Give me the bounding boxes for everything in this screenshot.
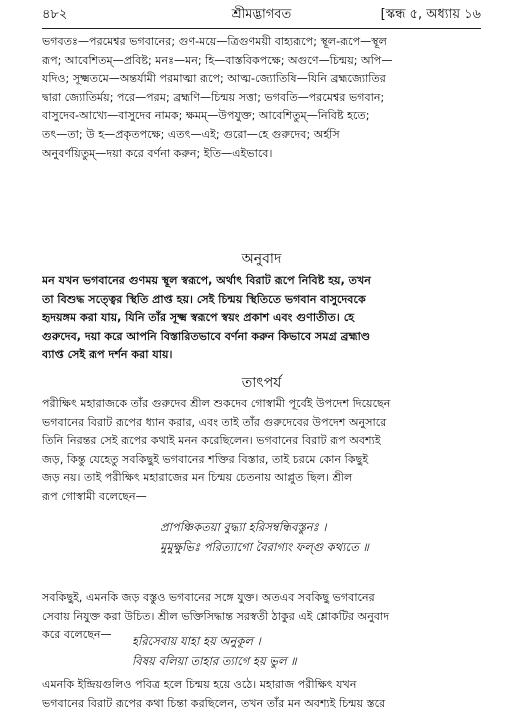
purport-line: রূপ গোস্বামী বলেছেন—	[42, 489, 147, 503]
synonyms-line: তৎ—তা; উ হ—প্রকৃতপক্ষে; এতৎ—এই; গুরো—হে গুরুদেব; অর্হসি	[42, 127, 340, 141]
running-header	[42, 4, 481, 26]
sanskrit-verse	[160, 517, 481, 557]
header-rule	[42, 28, 481, 29]
synonyms-line: দ্বারা জ্যোতির্ময়; পরে—পরম; ব্রহ্মণি—চিন্ময় সত্তা; ভগবতি—পরমেশ্বর ভগবান;	[42, 90, 385, 104]
translation-line: তা বিশুদ্ধ সত্ত্বের স্থিতি প্রাপ্ত হয়। সেই চিন্ময় স্থিতিতে ভগবান বাসুদেবকে	[42, 292, 366, 306]
purport-line: করে বলেছেন—	[42, 628, 112, 642]
purport-paragraph	[42, 676, 481, 713]
synonyms-section	[42, 33, 481, 163]
synonyms-line: রূপ; আবেশিতম্—প্রবিষ্ট; মনঃ—মন; হি—বাস্তবিকপক্ষে; অগুণে—চিন্ময়; অপি—	[42, 53, 393, 67]
translation-line: ব্যাপ্ত সেই রূপ দর্শন করা যায়।	[42, 348, 173, 362]
purport-line: জড় নয়। তাই পরীক্ষিৎ মহারাজের মন চিন্ময় চেতনায় আপ্লুত ছিল। শ্রীল	[42, 471, 353, 485]
translation-heading: অনুবাদ	[241, 251, 282, 267]
purport-line: সেবায় নিযুক্ত করা উচিত। শ্রীল ভক্তিসিদ্ধান্ত সরস্বতী ঠাকুর এই শ্লোকটির অনুবাদ	[42, 609, 390, 623]
purport-line: জড়, কিন্তু যেহেতু সবকিছুই ভগবানের শক্তির বিস্তার, তাই চরমে কোন কিছুই	[42, 452, 369, 466]
translation-line: গুরুদেব, দয়া করে আপনি বিস্তারিতভাবে বর্ণনা করুন কিভাবে সমগ্র ব্রহ্মাণ্ড	[42, 329, 371, 343]
purport-line: ভগবানের বিরাট রূপের ধ্যান করার, এবং তাই তাঁর গুরুদেবের উপদেশ অনুসারে	[42, 415, 387, 429]
verse-line: প্রাপঞ্চিকতয়া বুদ্ধ্যা হরিসম্বন্ধিবস্তুনঃ ।	[160, 520, 327, 534]
purport-line: ভগবানের বিরাট রূপের কথা চিন্তা করছিলেন, তখন তাঁর মন অবশ্যই চিন্ময় স্তরে	[42, 696, 386, 710]
translation-line: হৃদয়ঙ্গম করা যায়, যিনি তাঁর সূক্ষ্ম স্বরূপে স্বয়ং প্রকাশ এবং গুণাতীত। হে	[42, 311, 355, 325]
page-number: ৪৮২	[42, 7, 68, 22]
synonyms-line: যদিও; সূক্ষ্মতমে—অন্তর্যামী পরমাত্মা রূপে; আত্ম-জ্যোতিষি—যিনি ব্রহ্মজ্যোতির	[42, 72, 386, 86]
synonyms-line: ভগবতঃ—পরমেশ্বর ভগবানের; গুণ-ময়ে—ত্রিগুণময়ী বাহ্যরূপে; স্থূল-রূপে—স্থূল	[42, 35, 387, 48]
translation-line: মন যখন ভগবানের গুণময় স্থূল স্বরূপে, অর্থাৎ বিরাট রূপে নিবিষ্ট হয়, তখন	[42, 274, 371, 287]
purport-heading: তাৎপর্য	[241, 375, 282, 391]
verse-line: হরিসেবায় যাহা হয় অনুকূল ।	[132, 634, 261, 648]
purport-line: তিনি নিরন্তর সেই রূপের কথাই মনন করেছিলেন। ভগবানের বিরাট রূপ অবশ্যই	[42, 434, 381, 448]
translation-section	[42, 272, 481, 365]
purport-line: পরীক্ষিৎ মহারাজকে তাঁর গুরুদেব শ্রীল শুকদেব গোস্বামী পূর্বেই উপদেশ দিয়েছেন	[42, 397, 391, 410]
purport-line: এমনকি ইন্দ্রিয়গুলিও পবিত্র হলে চিন্ময় হয়ে ওঠে। মহারাজ পরীক্ষিৎ যখন	[42, 678, 357, 691]
purport-paragraph	[42, 395, 481, 507]
verse-line: বিষয় বলিয়া তাহার ত্যাগে হয় ভুল ॥	[132, 654, 297, 668]
synonyms-line: অনুবর্ণয়িতুম্—দয়া করে বর্ণনা করুন; ইতি—এইভাবে।	[42, 146, 273, 160]
book-title: শ্রীমদ্ভাগবত	[231, 7, 292, 22]
purport-line: সবকিছুই, এমনকি জড় বস্তুও ভগবানের সঙ্গে যুক্ত। অতএব সবকিছু ভগবানের	[42, 591, 375, 604]
verse-line: মুমুক্ষুভিঃ পরিত্যাগো বৈরাগ্যং ফল্গু কথ্যতে ॥	[160, 540, 369, 554]
chapter-reference: [স্কন্ধ ৫, অধ্যায় ১৬	[380, 7, 481, 22]
bengali-verse	[132, 631, 481, 671]
synonyms-line: বাসুদেব-আখ্যে—বাসুদেব নামক; ক্ষমম্—উপযুক্ত; আবেশিতুম্—নিবিষ্ট হতে;	[42, 109, 370, 123]
